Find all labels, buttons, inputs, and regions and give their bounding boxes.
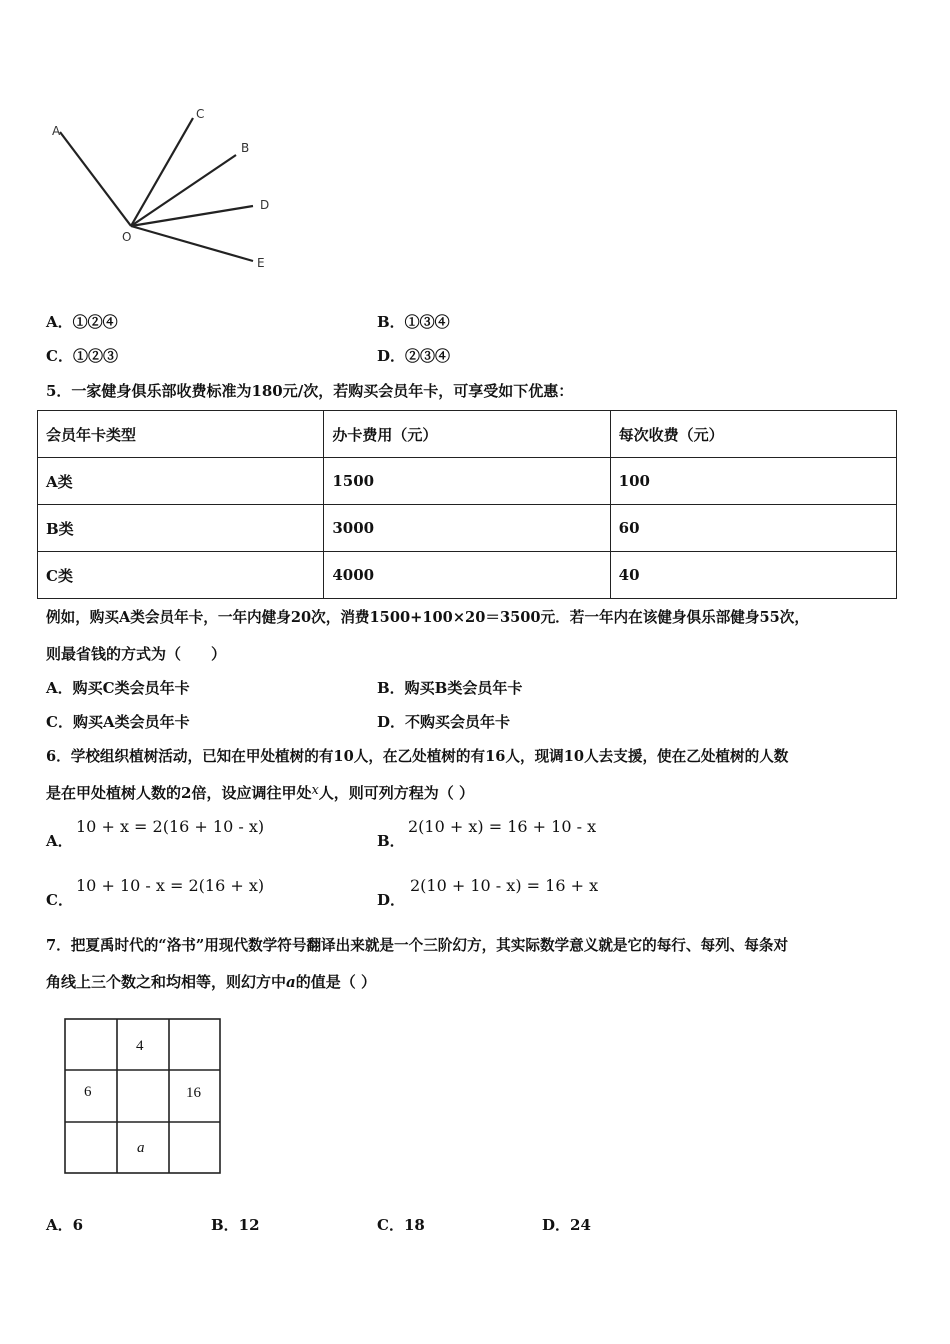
table-cell: 1500: [324, 458, 610, 505]
label-b: B: [241, 141, 250, 155]
q6-option-b-label[interactable]: B．: [377, 832, 405, 850]
q7-option-d[interactable]: D．24: [542, 1216, 591, 1234]
table-cell: C类: [38, 552, 324, 599]
grid-cell-middle-right: 16: [186, 1085, 201, 1101]
table-cell: 100: [610, 458, 896, 505]
q6-option-b-equation[interactable]: 2(10 + x) = 16 + 10 - x: [408, 817, 597, 836]
label-o: O: [122, 230, 132, 244]
q6-option-a-equation[interactable]: 10 + x = 2(16 + 10 - x): [76, 817, 265, 836]
table-cell: B类: [38, 505, 324, 552]
q6-line2: [46, 782, 474, 803]
label-e: E: [257, 256, 265, 270]
ray-ob: [131, 155, 236, 226]
q5-example-line1: 例如，购买A类会员年卡，一年内健身20次，消费1500+100×20＝3500元．若一年内在该健身俱乐部健身55次，: [46, 609, 809, 626]
q7-line1: 7．把夏禹时代的“洛书”用现代数学符号翻译出来就是一个三阶幻方，其实际数学意义就是它的每行、每列、每条对: [46, 937, 789, 954]
q6-line2-pre: 是在甲处植树人数的2倍，设应调往甲处: [46, 784, 312, 802]
ray-oe: [131, 226, 253, 261]
q6-line2-post: 人，则可列方程为（ ）: [318, 784, 475, 802]
q6-variable: x: [311, 783, 319, 798]
table-row: [38, 505, 897, 552]
q5-example-line2: 则最省钱的方式为（ ）: [46, 645, 227, 663]
label-c: C: [196, 107, 205, 121]
q6-option-c-label[interactable]: C．: [46, 891, 73, 909]
q5-option-b[interactable]: B．购买B类会员年卡: [377, 679, 523, 697]
table-row: [38, 458, 897, 505]
fee-table: [37, 410, 897, 599]
q6-option-a-label[interactable]: A．: [46, 832, 73, 850]
q6-option-c-equation[interactable]: 10 + 10 - x = 2(16 + x): [76, 876, 265, 895]
q5-option-a[interactable]: A．购买C类会员年卡: [46, 679, 190, 697]
label-d: D: [260, 198, 270, 212]
angle-figure: [40, 100, 290, 280]
q7-option-b[interactable]: B．12: [211, 1216, 260, 1234]
q4-option-b[interactable]: B．①③④: [377, 313, 450, 331]
table-header: 会员年卡类型: [38, 411, 324, 458]
q6-option-d-equation[interactable]: 2(10 + 10 - x) = 16 + x: [410, 876, 599, 895]
q7-line2-pre: 角线上三个数之和均相等，则幻方中: [46, 973, 287, 991]
q4-option-c[interactable]: C．①②③: [46, 347, 118, 365]
table-cell: 40: [610, 552, 896, 599]
q5-option-c[interactable]: C．购买A类会员年卡: [46, 713, 190, 731]
q7-option-c[interactable]: C．18: [377, 1216, 425, 1234]
table-header: 每次收费（元）: [610, 411, 896, 458]
q7-line2-post: 的值是（ ）: [295, 973, 376, 991]
ray-oc: [131, 118, 193, 226]
table-row: [38, 552, 897, 599]
table-header-row: [38, 411, 897, 458]
label-a: A: [52, 124, 61, 138]
grid-cell-middle-left: 6: [84, 1084, 92, 1100]
grid-cell-top-middle: 4: [136, 1038, 144, 1054]
q6-option-d-label[interactable]: D．: [377, 891, 406, 909]
table-cell: 60: [610, 505, 896, 552]
q4-option-a[interactable]: A．①②④: [46, 313, 118, 331]
table-header: 办卡费用（元）: [324, 411, 610, 458]
q7-line2: [46, 971, 376, 992]
q5-option-d[interactable]: D．不购买会员年卡: [377, 713, 511, 731]
table-cell: 4000: [324, 552, 610, 599]
q6-line1: 6．学校组织植树活动，已知在甲处植树的有10人，在乙处植树的有16人，现调10人去支援，使在乙处植树的人数: [46, 748, 789, 765]
table-cell: A类: [38, 458, 324, 505]
q7-variable: a: [286, 973, 296, 991]
ray-od: [131, 206, 253, 226]
grid-cell-bottom-middle: a: [137, 1140, 145, 1156]
q4-option-d[interactable]: D．②③④: [377, 347, 451, 365]
table-cell: 3000: [324, 505, 610, 552]
q7-option-a[interactable]: A．6: [46, 1216, 84, 1234]
ray-oa: [60, 132, 131, 226]
q5-stem: 5．一家健身俱乐部收费标准为180元/次，若购买会员年卡，可享受如下优惠：: [46, 382, 574, 400]
